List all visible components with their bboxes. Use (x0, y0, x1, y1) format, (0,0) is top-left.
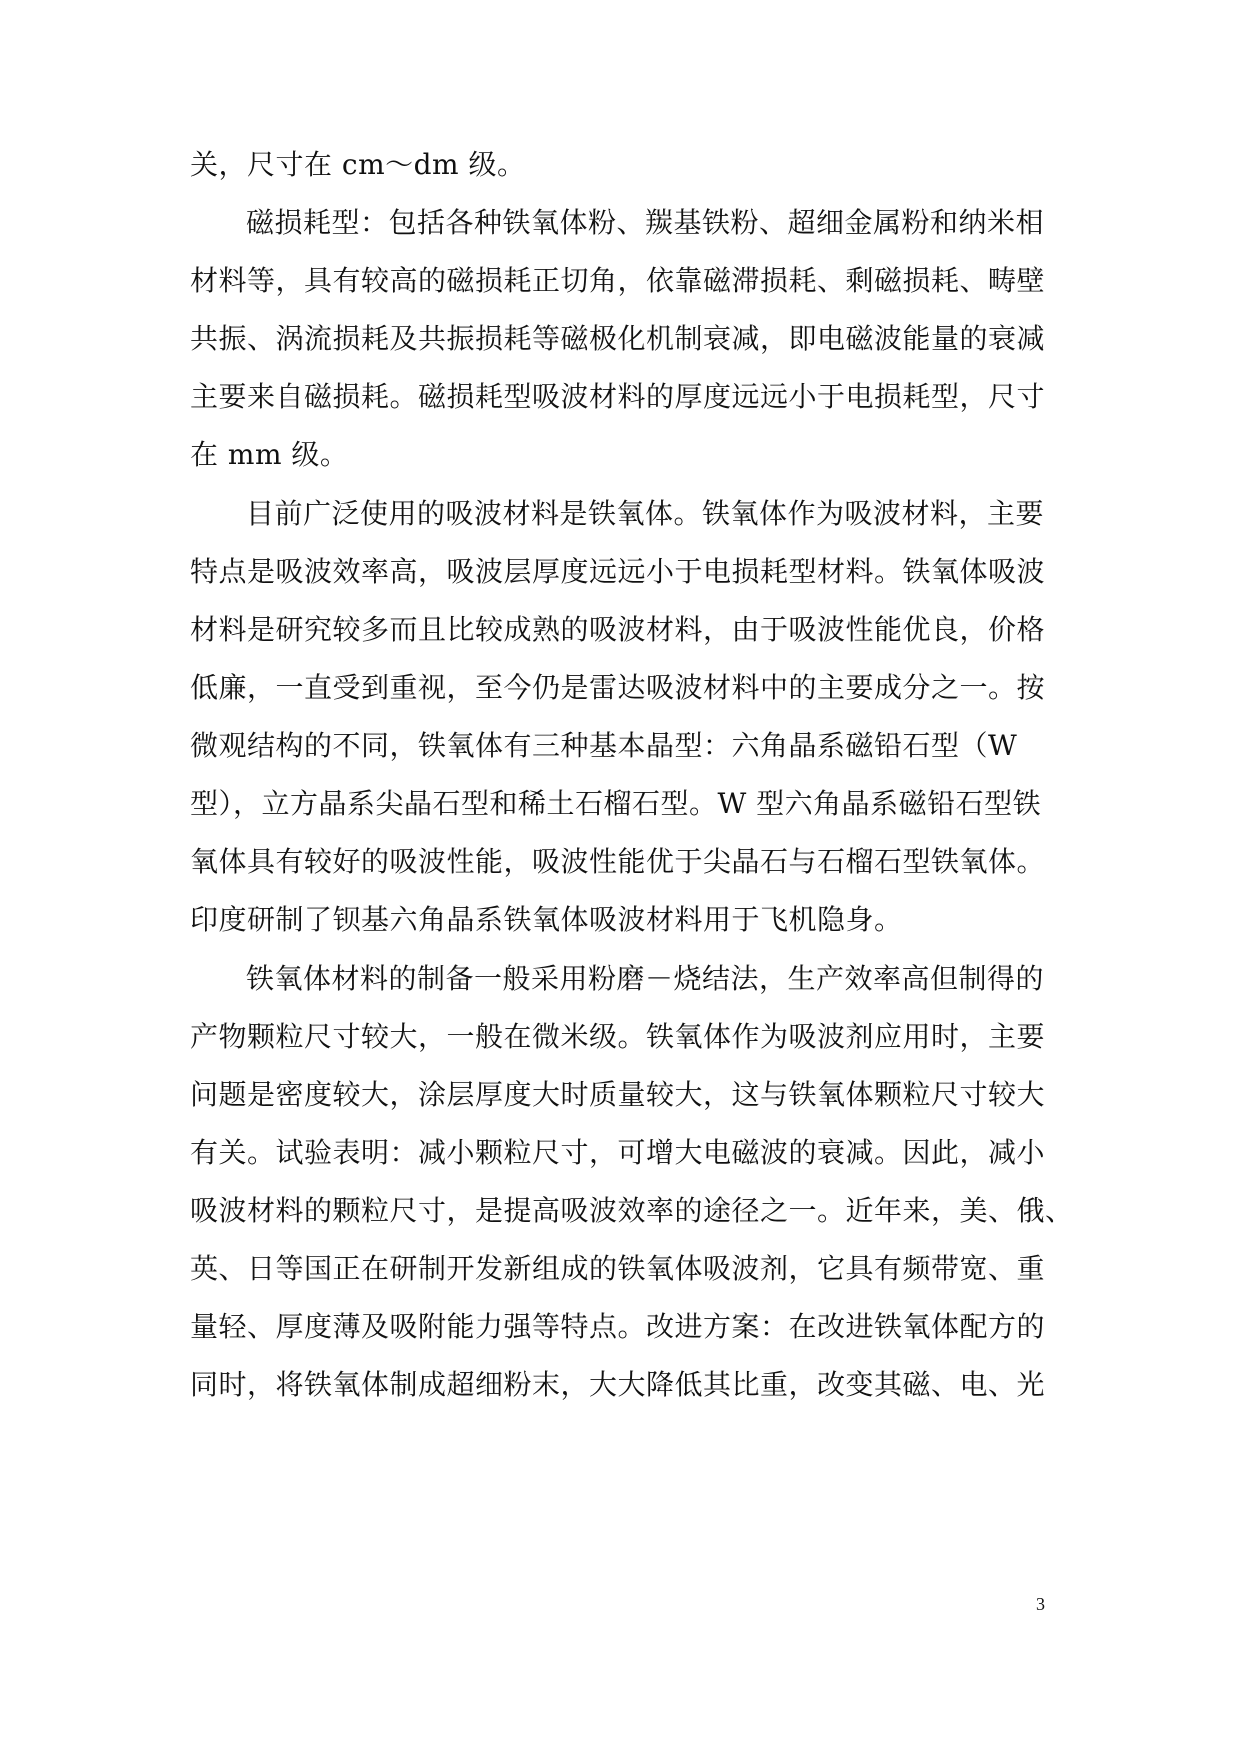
text-line: 同时，将铁氧体制成超细粉末，大大降低其比重，改变其磁、电、光 (190, 1368, 1046, 1401)
paragraph-start-line: 磁损耗型：包括各种铁氧体粉、羰基铁粉、超细金属粉和纳米相 (246, 206, 1045, 239)
text-line: 问题是密度较大，涂层厚度大时质量较大，这与铁氧体颗粒尺寸较大 (190, 1078, 1046, 1111)
page-number: 3 (1036, 1594, 1045, 1614)
text-line: 量轻、厚度薄及吸附能力强等特点。改进方案：在改进铁氧体配方的 (190, 1310, 1046, 1343)
text-line: 氧体具有较好的吸波性能，吸波性能优于尖晶石与石榴石型铁氧体。 (190, 845, 1046, 878)
text-line: 产物颗粒尺寸较大，一般在微米级。铁氧体作为吸波剂应用时，主要 (190, 1020, 1046, 1053)
text-line: 主要来自磁损耗。磁损耗型吸波材料的厚度远远小于电损耗型，尺寸 (190, 380, 1046, 413)
text-line: 型），立方晶系尖晶石型和稀土石榴石型。W 型六角晶系磁铅石型铁 (190, 787, 1042, 820)
text-line: 吸波材料的颗粒尺寸，是提高吸波效率的途径之一。近年来，美、俄、 (190, 1194, 1074, 1227)
paragraph-start-line: 目前广泛使用的吸波材料是铁氧体。铁氧体作为吸波材料，主要 (246, 497, 1045, 530)
text-line: 英、日等国正在研制开发新组成的铁氧体吸波剂，它具有频带宽、重 (190, 1252, 1046, 1285)
text-line: 材料是研究较多而且比较成熟的吸波材料，由于吸波性能优良，价格 (190, 613, 1046, 646)
text-line: 特点是吸波效率高，吸波层厚度远远小于电损耗型材料。铁氧体吸波 (190, 555, 1046, 588)
text-line: 材料等，具有较高的磁损耗正切角，依靠磁滞损耗、剩磁损耗、畴壁 (190, 264, 1046, 297)
text-line: 有关。试验表明：减小颗粒尺寸，可增大电磁波的衰减。因此，减小 (190, 1136, 1046, 1169)
text-line: 低廉，一直受到重视，至今仍是雷达吸波材料中的主要成分之一。按 (190, 671, 1046, 704)
text-line: 共振、涡流损耗及共振损耗等磁极化机制衰减，即电磁波能量的衰减 (190, 322, 1046, 355)
text-line: 关，尺寸在 cm～dm 级。 (190, 148, 526, 181)
paragraph-start-line: 铁氧体材料的制备一般采用粉磨－烧结法，生产效率高但制得的 (246, 962, 1045, 995)
text-line: 印度研制了钡基六角晶系铁氧体吸波材料用于飞机隐身。 (190, 903, 903, 936)
text-line: 微观结构的不同，铁氧体有三种基本晶型：六角晶系磁铅石型（W (190, 729, 1018, 762)
text-line: 在 mm 级。 (190, 438, 349, 471)
